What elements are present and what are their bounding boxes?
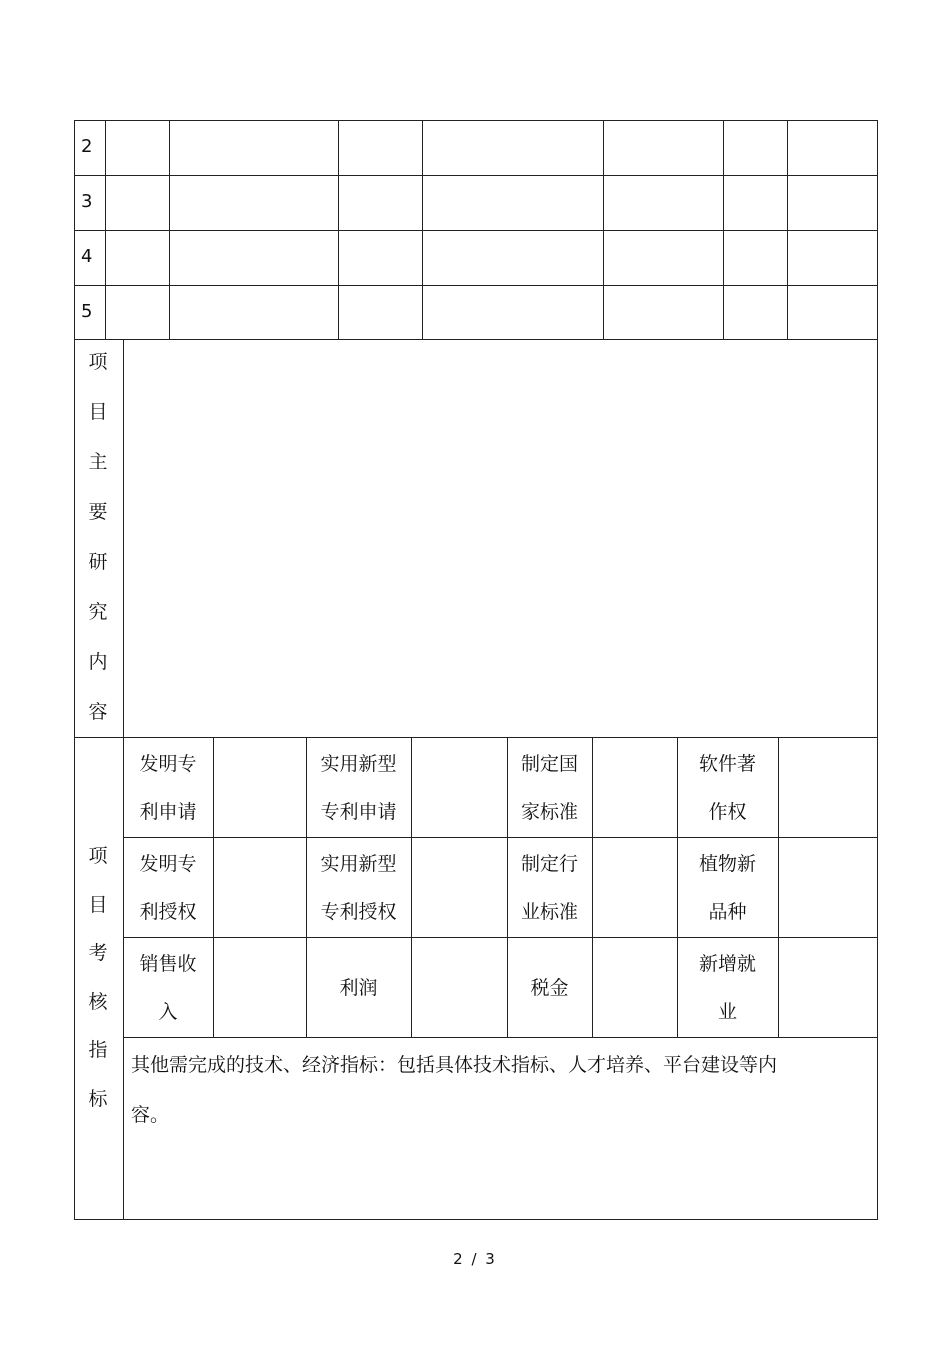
- sales-revenue-field[interactable]: [214, 938, 305, 1036]
- invention-patent-application-field[interactable]: [214, 738, 305, 836]
- row-divider: [74, 175, 878, 176]
- column-divider: [169, 120, 170, 340]
- utility-patent-application-label: 实用新型 专利申请: [320, 753, 397, 823]
- column-divider: [723, 120, 724, 340]
- column-divider: [338, 120, 339, 340]
- invention-patent-grant-label: 发明专 利授权: [139, 853, 197, 923]
- row-number: 5: [81, 301, 93, 322]
- research-content-field[interactable]: [125, 341, 876, 736]
- row-divider: [74, 285, 878, 286]
- column-divider: [603, 120, 604, 340]
- tax-label: 税金: [530, 977, 569, 999]
- national-standard-label: 制定国 家标准: [520, 753, 578, 823]
- column-divider: [787, 120, 788, 340]
- row-divider: [123, 1037, 878, 1038]
- new-employment-field[interactable]: [779, 938, 877, 1036]
- invention-patent-application-label: 发明专 利申请: [139, 753, 197, 823]
- row-number: 4: [81, 246, 93, 267]
- research-content-label: 项 目 主 要 研 究 内 容: [88, 351, 108, 723]
- assessment-label: 项 目 考 核 指 标: [88, 845, 108, 1110]
- column-divider: [105, 120, 106, 340]
- page-number: 2 / 3: [453, 1250, 497, 1268]
- invention-patent-grant-field[interactable]: [214, 838, 305, 936]
- profit-label: 利润: [339, 977, 378, 999]
- software-copyright-label: 软件著 作权: [698, 753, 756, 823]
- utility-patent-application-field[interactable]: [412, 738, 506, 836]
- industry-standard-label: 制定行 业标准: [520, 853, 578, 923]
- utility-patent-grant-label: 实用新型 专利授权: [320, 853, 397, 923]
- tax-field[interactable]: [593, 938, 676, 1036]
- new-employment-label: 新增就 业: [698, 953, 756, 1023]
- profit-field[interactable]: [412, 938, 506, 1036]
- utility-patent-grant-field[interactable]: [412, 838, 506, 936]
- other-indicators-text[interactable]: 其他需完成的技术、经济指标：包括具体技术指标、人才培养、平台建设等内 容。: [131, 1054, 778, 1126]
- plant-variety-field[interactable]: [779, 838, 877, 936]
- sales-revenue-label: 销售收 入: [139, 953, 197, 1023]
- national-standard-field[interactable]: [593, 738, 676, 836]
- row-divider: [74, 230, 878, 231]
- column-divider: [422, 120, 423, 340]
- plant-variety-label: 植物新 品种: [698, 853, 756, 923]
- software-copyright-field[interactable]: [779, 738, 877, 836]
- row-number: 2: [81, 136, 93, 157]
- row-number: 3: [81, 191, 93, 212]
- industry-standard-field[interactable]: [593, 838, 676, 936]
- label-divider: [123, 339, 124, 738]
